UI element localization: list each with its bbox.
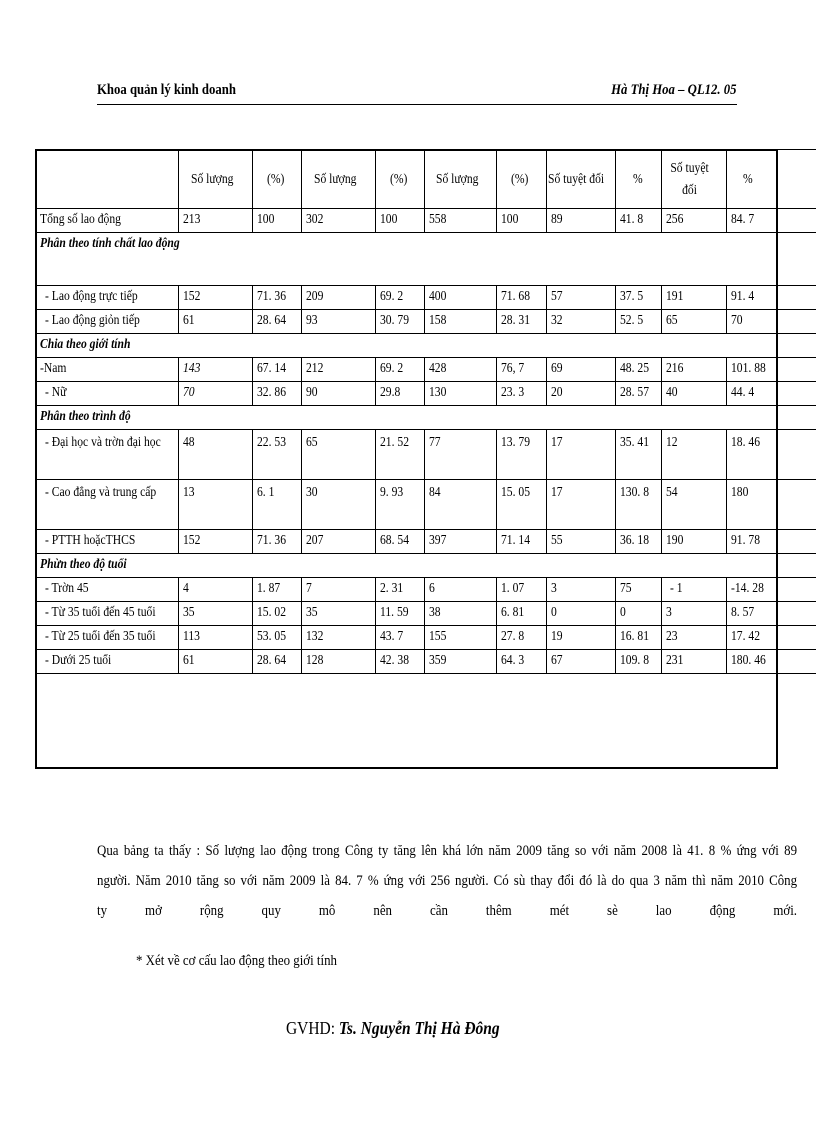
col-header: (%) bbox=[497, 150, 547, 209]
table-header-row bbox=[36, 150, 816, 209]
header-author: Hà Thị Hoa – QL12. 05 bbox=[611, 82, 737, 98]
col-header: Số tuyệt đối bbox=[547, 150, 616, 209]
paragraph-line: Qua bảng ta thấy : Số lượng lao động trong Công ty tăng lên khá lớn năm 2009 tăng so với năm 2008 là 41. 8 % ứng với 89 bbox=[97, 843, 798, 859]
body-paragraph bbox=[97, 836, 797, 926]
paragraph-line: ty mở rộng quy mô nên cần thêm mét sè lao động mới. bbox=[97, 903, 798, 919]
table-row: - Trờn 45 4 1. 87 7 2. 31 6 1. 07 3 75 - 1 -14. 28 bbox=[36, 578, 816, 602]
col-header: % bbox=[727, 150, 816, 209]
table-row: - Nữ 70 32. 86 90 29.8 130 23. 3 20 28. 57 40 44. 4 bbox=[36, 382, 816, 406]
paragraph-line: người. Năm 2010 tăng so với năm 2009 là 84. 7 % ứng với 256 người. Có sù thay đổi đó là do qua 3 năm thì năm 2010 Công bbox=[97, 873, 798, 889]
table-row: - Dưới 25 tuổi 61 28. 64 128 42. 38 359 64. 3 67 109. 8 231 180. 46 bbox=[36, 650, 816, 674]
table-row: -Nam 143 67. 14 212 69. 2 428 76, 7 69 48. 25 216 101. 88 bbox=[36, 358, 816, 382]
labor-table bbox=[35, 149, 816, 674]
col-header: Số tuyệt đối bbox=[662, 150, 727, 209]
col-header: Số lượng bbox=[179, 150, 253, 209]
table-row: - Lao động giỏn tiếp 61 28. 64 93 30. 79 158 28. 31 32 52. 5 65 70 bbox=[36, 310, 816, 334]
note-line: * Xét về cơ cấu lao động theo giới tính bbox=[136, 953, 338, 969]
supervisor-name: Ts. Nguyễn Thị Hà Đông bbox=[338, 1018, 500, 1038]
table-row: - Đại học và trờn đại học 48 22. 53 65 21. 52 77 13. 79 17 35. 41 12 18. 46 bbox=[36, 430, 816, 480]
table-row: Tổng số lao động 213 100 302 100 558 100 89 41. 8 256 84. 7 bbox=[36, 209, 816, 233]
table-row: - PTTH hoặcTHCS 152 71. 36 207 68. 54 397 71. 14 55 36. 18 190 91. 78 bbox=[36, 530, 816, 554]
section-row: Phừn theo độ tuổi bbox=[36, 554, 816, 578]
col-header: (%) bbox=[253, 150, 302, 209]
labor-table-container bbox=[35, 149, 816, 769]
table-row: - Từ 25 tuổi đến 35 tuổi 113 53. 05 132 43. 7 155 27. 8 19 16. 81 23 17. 42 bbox=[36, 626, 816, 650]
section-row: Phân theo trình độ bbox=[36, 406, 816, 430]
table-row: - Lao động trực tiếp 152 71. 36 209 69. 2 400 71. 68 57 37. 5 191 91. 4 bbox=[36, 286, 816, 310]
table-row: - Cao đẳng và trung cấp 13 6. 1 30 9. 93 84 15. 05 17 130. 8 54 180 bbox=[36, 480, 816, 530]
table-row: - Từ 35 tuổi đến 45 tuổi 35 15. 02 35 11. 59 38 6. 81 0 0 3 8. 57 bbox=[36, 602, 816, 626]
footer-supervisor bbox=[286, 1018, 500, 1039]
page-header bbox=[97, 82, 737, 105]
col-header: Số lượng bbox=[425, 150, 497, 209]
col-header: Số lượng bbox=[302, 150, 376, 209]
section-row: Phân theo tính chất lao động bbox=[36, 233, 816, 286]
col-header: (%) bbox=[376, 150, 425, 209]
supervisor-label: GVHD: bbox=[286, 1018, 336, 1038]
section-row: Chia theo giới tính bbox=[36, 334, 816, 358]
col-header: % bbox=[616, 150, 662, 209]
header-faculty: Khoa quản lý kinh doanh bbox=[97, 82, 236, 98]
